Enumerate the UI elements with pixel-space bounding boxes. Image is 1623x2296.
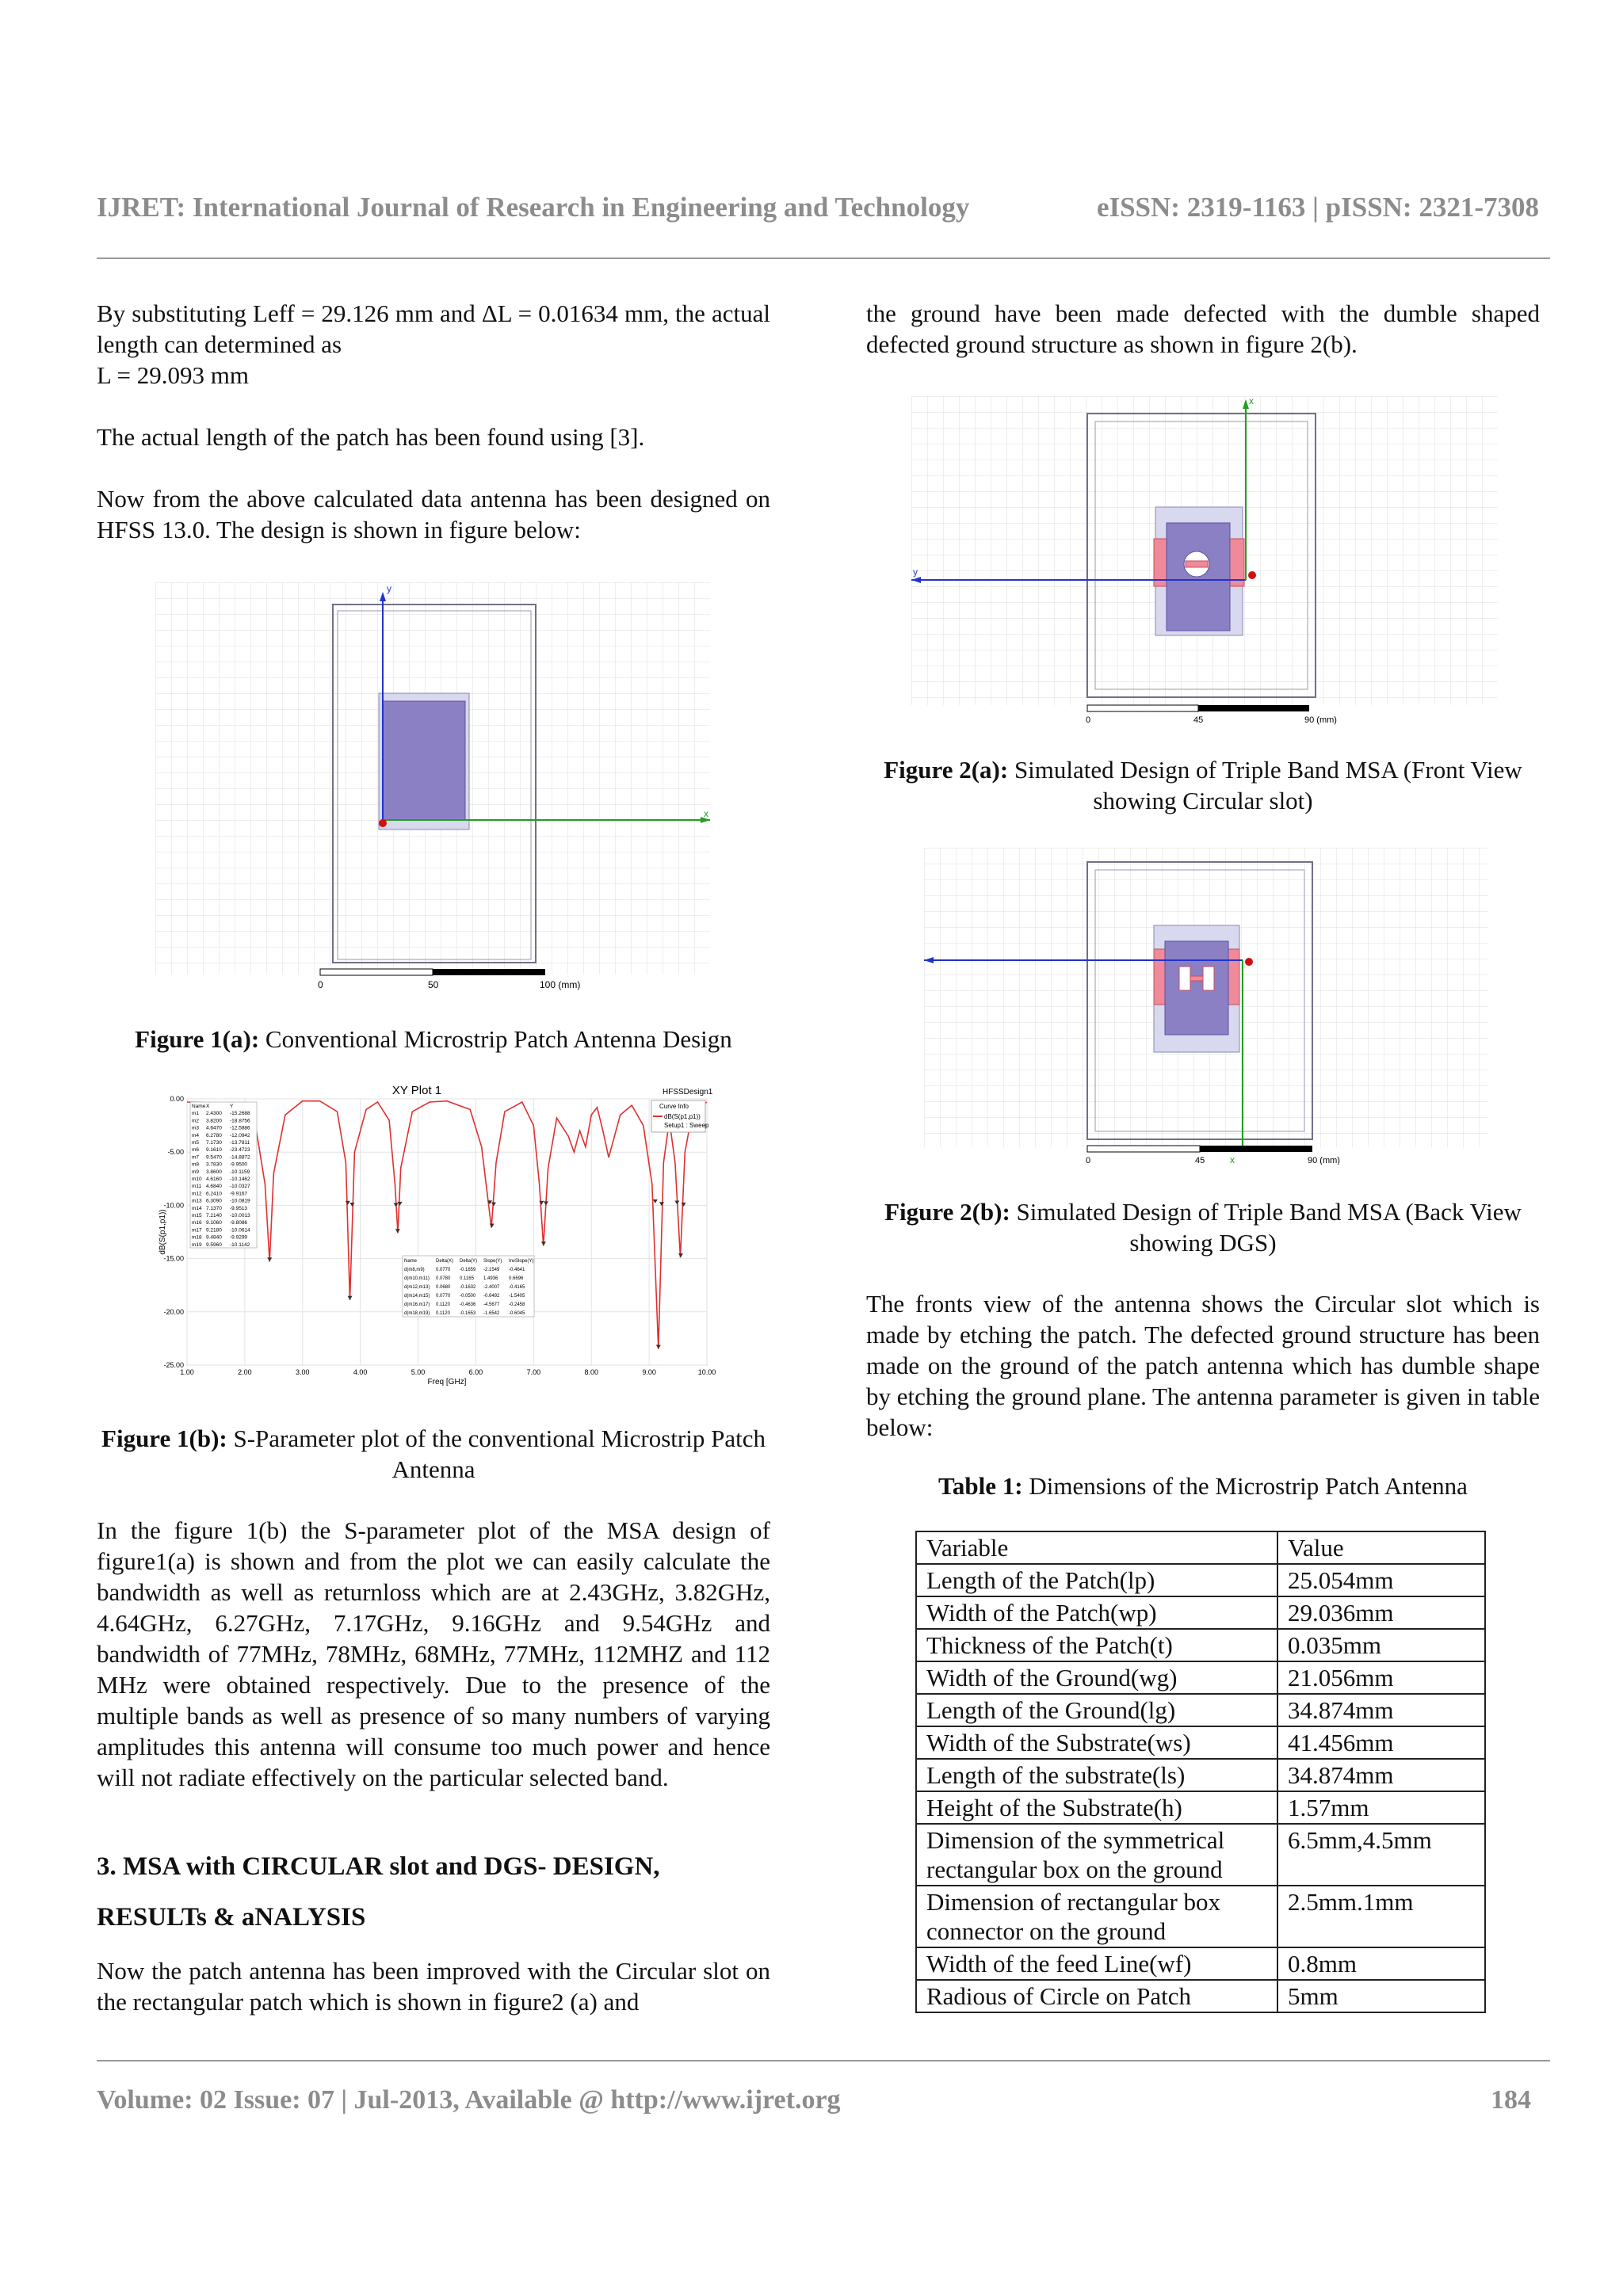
marker-table-cell: m12 [192,1191,202,1197]
marker-table-cell: 3.8600 [206,1169,222,1175]
delta-table-cell: d(m18,m19) [404,1311,430,1316]
table-cell-value: 1.57mm [1277,1791,1485,1824]
caption-fig2b [866,1196,1540,1258]
marker-table-cell: -9.9500 [230,1161,248,1168]
dimensions-table-body [916,1531,1485,2012]
caption-table1 [866,1470,1540,1501]
feed-point [379,819,387,827]
table-row [916,1980,1485,2012]
marker-table-cell: m17 [192,1227,202,1234]
marker-table-cell: m4 [192,1132,200,1138]
table-cell-variable: Dimension of the symmetrical rectangular box on the ground [916,1824,1277,1886]
marker-table-cell: 4.6470 [206,1125,222,1131]
delta-table-cell: -0.4165 [509,1285,525,1290]
scale-black [433,969,545,975]
table-row [916,1824,1485,1886]
table-cell-value: 21.056mm [1277,1661,1485,1694]
delta-table-cell: 0.0770 [436,1294,451,1299]
delta-table-cell: -0.0500 [460,1294,476,1299]
footer-rule [97,2060,1550,2061]
figure-2a-drawing [911,396,1498,725]
figure-1a-drawing [155,582,710,994]
section-heading-line2: RESULTs & aNALYSIS [97,1903,366,1932]
journal-title: IJRET: International Journal of Research in Engineering and Technology [97,192,970,223]
caption-fig1b-text: S-Parameter plot of the conventional Microstrip Patch Antenna [227,1425,766,1483]
marker-table-cell: -9.9513 [230,1205,248,1211]
marker-table-cell: -13.7811 [230,1140,250,1146]
table-cell-variable: Thickness of the Patch(t) [916,1629,1277,1661]
section-heading-line1: 3. MSA with CIRCULAR slot and DGS- DESIGN, [97,1852,660,1881]
scale-90: 90 (mm) [1308,1156,1340,1165]
delta-table-cell: -0.1632 [460,1285,476,1290]
table-row [916,1564,1485,1596]
caption-fig1a-label: Figure 1(a): [135,1025,260,1053]
marker-table-cell: -10.0614 [230,1227,250,1234]
marker-table-header: X [206,1104,210,1109]
marker-table-cell: m8 [192,1161,200,1168]
delta-table-header: Slope(Y) [483,1259,502,1264]
scale-white [1087,1146,1200,1152]
para-actual-length: The actual length of the patch has been found using [3]. [97,423,645,451]
x-axis-label: x [1249,396,1254,406]
delta-table-cell: d(m8,m9) [404,1268,425,1272]
plot-title: XY Plot 1 [391,1084,442,1097]
delta-table-cell: d(m10,m11) [404,1276,430,1281]
marker-table-cell: -12.5886 [230,1125,250,1131]
marker-table-header: Name [192,1104,206,1109]
footer-volume: Volume: 02 Issue: 07 | Jul-2013, Available @ http://www.ijret.org [97,2085,841,2115]
para-front-view: The fronts view of the antenna shows the Circular slot which is made by etching the patch. The defected ground structure has been made on the ground of the patch antenna which has dumble shape by etching the ground plane. The antenna parameter is given in table below: [866,1290,1540,1441]
table-cell-variable: Radious of Circle on Patch [916,1980,1277,2012]
x-tick-label: 7.00 [526,1368,541,1376]
delta-table-cell: -0.6045 [509,1311,525,1316]
para-improved-patch: Now the patch antenna has been improved with the Circular slot on the rectangular patch which is shown in figure2 (a) and [97,1957,770,2016]
dumbbell-connector [1190,976,1203,981]
s-parameter-plot [155,1081,726,1386]
table-cell-variable: Width of the Patch(wp) [916,1596,1277,1629]
table-header-cell: Value [1277,1531,1485,1564]
x-tick-label: 2.00 [238,1368,252,1376]
x-tick-label: 8.00 [584,1368,598,1376]
y-tick-label: -15.00 [163,1254,184,1263]
table-cell-variable: Dimension of rectangular box connector on the ground [916,1886,1277,1947]
delta-table-cell: -2.4007 [483,1285,500,1290]
marker-table-cell: 9.1060 [206,1220,222,1226]
marker-table-cell: -9.8086 [230,1220,248,1226]
marker-table-cell: -14.8872 [230,1154,250,1161]
table-cell-value: 2.5mm.1mm [1277,1886,1485,1947]
caption-fig1a [97,1024,770,1055]
feed-point [1248,571,1256,579]
marker-table-cell: m7 [192,1154,200,1161]
caption-table1-label: Table 1: [938,1472,1023,1500]
delta-table-cell: 1.4936 [483,1276,498,1281]
delta-table-cell: 0.0770 [436,1268,451,1272]
scale-50: 50 [428,979,439,990]
marker-table-cell: -18.8756 [230,1118,250,1124]
x-axis-label: x [704,808,708,819]
marker-table-cell: -10.0013 [230,1213,250,1219]
marker-table-cell: -9.9167 [230,1191,248,1197]
marker-table-cell: m15 [192,1213,202,1219]
figure-2a [911,396,1498,725]
marker-table-cell: m11 [192,1184,202,1190]
caption-table1-text: Dimensions of the Microstrip Patch Antenna [1022,1472,1468,1500]
delta-table-header: Delta(Y) [460,1259,478,1264]
table-cell-value: 34.874mm [1277,1759,1485,1791]
dumbbell-left [1179,967,1190,990]
scale-45: 45 [1195,1156,1205,1165]
table-row [916,1726,1485,1759]
table-cell-variable: Length of the substrate(ls) [916,1759,1277,1791]
delta-table-cell: 0.1120 [436,1302,450,1307]
table-row [916,1791,1485,1824]
scale-0: 0 [1086,1156,1091,1165]
figure-1a [155,582,710,994]
delta-table-cell: -0.4641 [509,1268,525,1272]
legend-title: Curve Info [659,1103,689,1110]
legend-sub: Setup1 : Sweep [664,1122,709,1129]
caption-fig2a [866,754,1540,816]
delta-table-cell: d(m12,m13) [404,1285,430,1290]
table-row [916,1759,1485,1791]
delta-table-cell: 0.0680 [436,1285,451,1290]
delta-table-cell: -1.6542 [483,1311,500,1316]
x-tick-label: 3.00 [296,1368,310,1376]
table-cell-value: 41.456mm [1277,1726,1485,1759]
plot-area [187,1099,707,1365]
marker-table-cell: m10 [192,1177,202,1182]
caption-fig2a-text: Simulated Design of Triple Band MSA (Front View showing Circular slot) [1008,756,1522,814]
marker-table-cell: 9.1610 [206,1147,222,1154]
delta-table-cell: -0.1653 [460,1311,476,1316]
delta-table-header: Delta(X) [436,1259,454,1264]
delta-table-cell: -2.1549 [483,1268,500,1272]
scale-45: 45 [1193,715,1204,725]
x-tick-label: 6.00 [468,1368,483,1376]
figure-2b [924,848,1488,1165]
delta-table-cell: -1.5405 [509,1294,525,1299]
y-tick-label: -25.00 [163,1361,184,1369]
delta-table-cell: -0.1659 [460,1268,476,1272]
caption-fig1b [97,1423,770,1485]
table-cell-value: 29.036mm [1277,1596,1485,1629]
scale-black [1200,1146,1312,1152]
marker-table-cell: m1 [192,1111,200,1117]
plot-ylabel: dB(S(p1,p1)) [158,1209,167,1255]
caption-fig1a-text: Conventional Microstrip Patch Antenna Design [259,1025,732,1053]
caption-fig1b-label: Figure 1(b): [101,1425,227,1452]
caption-fig2b-label: Figure 2(b): [884,1198,1010,1226]
delta-table-header: InvSlope(Y) [509,1259,534,1264]
scale-0: 0 [1086,715,1091,725]
marker-table-cell: -9.9299 [230,1234,248,1241]
table-cell-variable: Height of the Substrate(h) [916,1791,1277,1824]
x-axis-label: x [1230,1154,1235,1165]
marker-table-cell: m5 [192,1140,200,1146]
marker-table-cell: 9.5960 [206,1241,222,1248]
marker-table-cell: 7.1370 [206,1205,222,1211]
table-cell-value: 25.054mm [1277,1564,1485,1596]
delta-table-cell: d(m16,m17) [404,1302,430,1307]
para-hfss: Now from the above calculated data antenna has been designed on HFSS 13.0. The design is shown in figure below: [97,485,770,543]
delta-table-cell: -0.6492 [483,1294,500,1299]
marker-table-cell: 6.3090 [206,1198,222,1204]
table-cell-value: 6.5mm,4.5mm [1277,1824,1485,1886]
marker-table-header: Y [230,1104,234,1109]
marker-table-cell: 3.8200 [206,1118,222,1124]
table-cell-value: 0.8mm [1277,1947,1485,1980]
delta-table-cell: 0.1120 [436,1311,450,1316]
plot-design-name: HFSSDesign1 [663,1088,713,1097]
caption-fig2b-text: Simulated Design of Triple Band MSA (Back View showing DGS) [1010,1198,1522,1257]
table-cell-value: 5mm [1277,1980,1485,2012]
feed-point [1245,958,1253,966]
marker-table-cell: -10.0327 [230,1184,250,1190]
table-row [916,1629,1485,1661]
marker-table-cell: 9.5470 [206,1154,222,1161]
plot-xlabel: Freq [GHz] [427,1378,467,1386]
delta-table-cell: -0.2458 [509,1302,525,1307]
marker-table-cell: -23.4723 [230,1147,250,1154]
table-cell-variable: Width of the Substrate(ws) [916,1726,1277,1759]
marker-table-cell: -10.1462 [230,1177,250,1182]
marker-table-cell: m6 [192,1147,200,1154]
para-substitution [97,298,770,391]
marker-table-cell: 2.4300 [206,1111,222,1117]
marker-table-cell: -15.2688 [230,1111,250,1117]
plot-x-ticks [180,1368,716,1376]
table-cell-variable: Width of the Ground(wg) [916,1661,1277,1694]
x-tick-label: 10.00 [697,1368,716,1376]
scale-black [1198,705,1309,711]
marker-table-cell: 3.7830 [206,1161,222,1168]
table-cell-variable: Length of the Ground(lg) [916,1694,1277,1726]
scale-white [320,969,433,975]
table-cell-value: 34.874mm [1277,1694,1485,1726]
para-sparameter-analysis: In the figure 1(b) the S-parameter plot of the MSA design of figure1(a) is shown and from the plot we can easily calculate the bandwidth as well as returnloss which are at 2.43GHz, 3.82GHz, 4.64GHz, 6.27GHz, 7.17GHz, 9.16GHz and 9.54GHz and bandwidth of 77MHz, 78MHz, 68MHz, 77MHz, 112MHZ and 112 MHz were obtained respectively. Due to the presence of the multiple bands as well as presence of so many numbers of varying amplitudes this antenna will consume too much power and hence will not radiate effectively on the particular selected band. [97,1516,770,1791]
marker-table-cell: -10.0819 [230,1198,250,1204]
header-rule [97,257,1550,259]
marker-table-cell: m18 [192,1234,202,1241]
scale-100: 100 (mm) [540,979,581,990]
legend [651,1100,709,1132]
table-row [916,1661,1485,1694]
y-tick-label: 0.00 [170,1095,184,1103]
delta-table-cell: 0.1165 [460,1276,474,1281]
equation-length: L = 29.093 mm [97,361,249,389]
marker-table-cell: m19 [192,1241,202,1248]
slot-connector [1186,561,1208,567]
delta-table-cell: -0.4636 [460,1302,476,1307]
legend-entry: dB(S(p1,p1)) [664,1113,701,1120]
marker-table-cell: 6.2410 [206,1191,222,1197]
running-footer [97,2085,1531,2115]
running-header [97,192,1539,223]
delta-table-cell: d(m14,m15) [404,1294,430,1299]
marker-table-cell: 9.2180 [206,1227,222,1234]
x-tick-label: 1.00 [180,1368,194,1376]
marker-table-cell: -12.0942 [230,1132,250,1138]
delta-marker-table [403,1256,534,1317]
dumbbell-right [1203,967,1214,990]
marker-table-cell: 4.6160 [206,1177,222,1182]
marker-table-cell: m3 [192,1125,200,1131]
para-dgs-intro: the ground have been made defected with the dumble shaped defected ground structure as shown in figure 2(b). [866,299,1540,358]
marker-table-cell: 7.2140 [206,1213,222,1219]
delta-table-header: Name [404,1259,418,1264]
marker-table-cell: 4.6840 [206,1184,222,1190]
figure-1b [155,1081,726,1386]
marker-table-cell: m16 [192,1220,202,1226]
y-axis-label: y [387,583,391,594]
delta-table-cell: 0.0780 [436,1276,451,1281]
scale-90: 90 (mm) [1304,715,1337,725]
marker-table-cell: m9 [192,1169,200,1175]
x-tick-label: 9.00 [642,1368,656,1376]
marker-table-cell: m14 [192,1205,202,1211]
table-row [916,1886,1485,1947]
y-tick-label: -20.00 [163,1307,184,1316]
issn: eISSN: 2319-1163 | pISSN: 2321-7308 [1096,192,1539,223]
x-tick-label: 5.00 [411,1368,426,1376]
para-substitution-text: By substituting Leff = 29.126 mm and ΔL = 0.01634 mm, the actual length can determined as [97,299,770,358]
page-number: 184 [1491,2085,1531,2115]
table-cell-variable: Length of the Patch(lp) [916,1564,1277,1596]
marker-table-cell: 6.2780 [206,1132,222,1138]
x-tick-label: 4.00 [353,1368,368,1376]
table-row [916,1947,1485,1980]
table-header-row [916,1531,1485,1564]
caption-fig2a-label: Figure 2(a): [884,756,1009,784]
marker-table-cell: m13 [192,1198,202,1204]
table-row [916,1694,1485,1726]
figure-2b-drawing [924,848,1488,1165]
marker-table-cell: 9.4840 [206,1234,222,1241]
table-cell-variable: Width of the feed Line(wf) [916,1947,1277,1980]
table-header-cell: Variable [916,1531,1277,1564]
y-tick-label: -5.00 [167,1148,184,1157]
scale-white [1087,705,1198,711]
dimensions-table [915,1531,1486,2013]
marker-table-cell: -10.1142 [230,1241,250,1248]
table-cell-value: 0.035mm [1277,1629,1485,1661]
delta-table-cell: -4.5677 [483,1302,500,1307]
patch [383,701,465,820]
y-tick-label: -10.00 [163,1201,184,1210]
table-row [916,1596,1485,1629]
marker-table-box [190,1102,257,1248]
marker-table-cell: 7.1730 [206,1140,222,1146]
delta-table-cell: 0.6696 [509,1276,524,1281]
scale-0: 0 [318,979,323,990]
y-axis-label: y [913,566,918,578]
marker-table-cell: -10.1159 [230,1169,250,1175]
marker-table-cell: m2 [192,1118,200,1124]
ground-plane [1165,941,1228,1035]
